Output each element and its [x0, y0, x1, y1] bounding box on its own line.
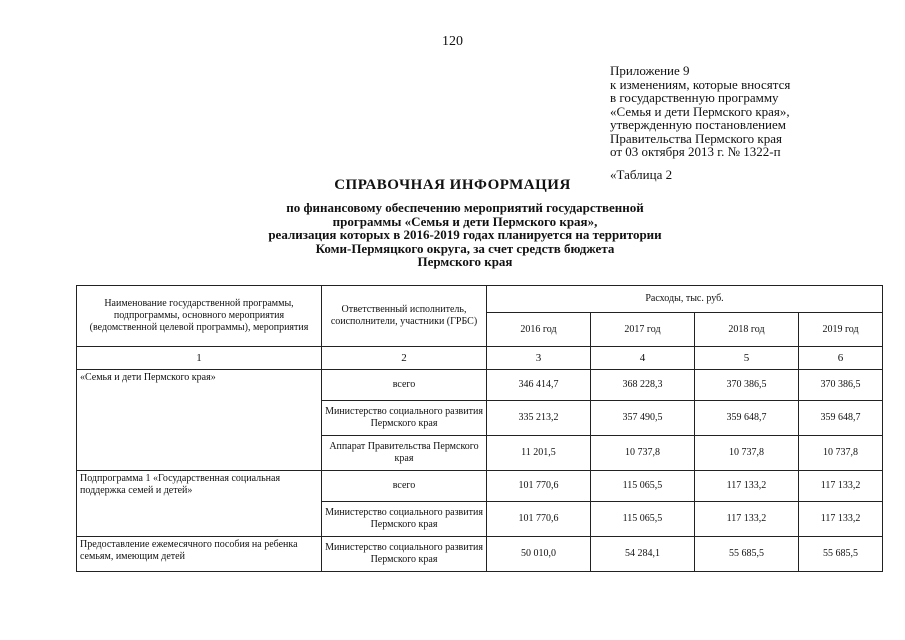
row-name: «Семья и дети Пермского края» — [77, 370, 322, 471]
table-row — [77, 471, 883, 502]
financing-table — [76, 285, 883, 572]
row-name: Предоставление ежемесячного пособия на ребенка семьям, имеющим детей — [77, 537, 322, 572]
appendix-line: «Семья и дети Пермского края», — [610, 103, 790, 119]
subtitle-line: программы «Семья и дети Пермского края», — [332, 213, 598, 229]
row-value: 370 386,5 — [695, 370, 799, 401]
row-value: 357 490,5 — [591, 401, 695, 436]
row-value: 50 010,0 — [487, 537, 591, 572]
row-value: 117 133,2 — [799, 502, 883, 537]
header-year: 2018 год — [695, 313, 799, 347]
page-number: 120 — [442, 34, 463, 49]
header-name: Наименование государственной программы, подпрограммы, основного мероприятия (ведомственной целевой программы), мероприятия — [77, 286, 322, 347]
table-row — [77, 370, 883, 401]
row-value: 346 414,7 — [487, 370, 591, 401]
subtitle-line: Коми-Пермяцкого округа, за счет средств бюджета — [315, 240, 615, 256]
row-value: 359 648,7 — [695, 401, 799, 436]
row-value: 11 201,5 — [487, 436, 591, 471]
row-value: 117 133,2 — [695, 502, 799, 537]
column-number-row — [77, 347, 883, 370]
row-value: 117 133,2 — [695, 471, 799, 502]
row-executor: всего — [322, 370, 487, 401]
row-value: 10 737,8 — [591, 436, 695, 471]
subtitle-line: реализация которых в 2016-2019 годах планируется на территории — [268, 227, 662, 242]
column-number: 2 — [322, 347, 487, 370]
table-header-row — [77, 286, 883, 313]
row-value: 359 648,7 — [799, 401, 883, 436]
row-value: 55 685,5 — [695, 537, 799, 572]
row-executor: всего — [322, 471, 487, 502]
column-number: 5 — [695, 347, 799, 370]
table-row — [77, 537, 883, 572]
row-value: 10 737,8 — [695, 436, 799, 471]
row-executor: Аппарат Правительства Пермского края — [322, 436, 487, 471]
appendix-line: в государственную программу — [610, 90, 779, 105]
header-executor: Ответственный исполнитель, соисполнители, участники (ГРБС) — [322, 286, 487, 347]
column-number: 4 — [591, 347, 695, 370]
row-executor: Министерство социального развития Пермского края — [322, 502, 487, 537]
column-number: 3 — [487, 347, 591, 370]
row-value: 115 065,5 — [591, 502, 695, 537]
row-executor: Министерство социального развития Пермского края — [322, 537, 487, 572]
column-number: 1 — [77, 347, 322, 370]
row-value: 368 228,3 — [591, 370, 695, 401]
subtitle-line: Пермского края — [417, 254, 513, 269]
column-number: 6 — [799, 347, 883, 370]
header-year: 2019 год — [799, 313, 883, 347]
header-year: 2016 год — [487, 313, 591, 347]
appendix-note — [610, 64, 900, 159]
appendix-line: Приложение 9 — [610, 63, 690, 78]
subtitle-line: по финансовому обеспечению мероприятий государственной — [286, 200, 644, 215]
row-value: 335 213,2 — [487, 401, 591, 436]
row-executor: Министерство социального развития Пермского края — [322, 401, 487, 436]
row-value: 117 133,2 — [799, 471, 883, 502]
row-value: 101 770,6 — [487, 502, 591, 537]
row-name: Подпрограмма 1 «Государственная социальная поддержка семей и детей» — [77, 471, 322, 537]
document-subtitle — [220, 201, 710, 269]
header-expenses: Расходы, тыс. руб. — [487, 286, 883, 313]
row-value: 370 386,5 — [799, 370, 883, 401]
document-title: СПРАВОЧНАЯ ИНФОРМАЦИЯ — [334, 177, 571, 193]
row-value: 54 284,1 — [591, 537, 695, 572]
appendix-line: к изменениям, которые вносятся — [610, 76, 791, 92]
row-value: 10 737,8 — [799, 436, 883, 471]
appendix-line: Правительства Пермского края — [610, 130, 782, 146]
header-year: 2017 год — [591, 313, 695, 347]
row-value: 101 770,6 — [487, 471, 591, 502]
row-value: 55 685,5 — [799, 537, 883, 572]
row-value: 115 065,5 — [591, 471, 695, 502]
table-reference: «Таблица 2 — [610, 167, 673, 182]
appendix-line: утвержденную постановлением — [610, 117, 787, 132]
appendix-line: от 03 октября 2013 г. № 1322-п — [610, 144, 781, 159]
